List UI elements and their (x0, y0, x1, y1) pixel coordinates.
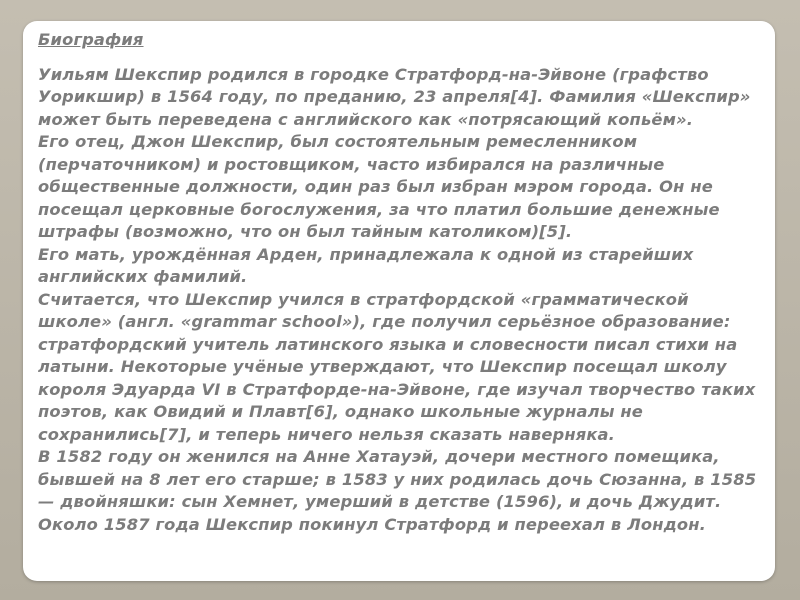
paragraph-father: Его отец, Джон Шекспир, был состоятельным ремесленником (перчаточником) и ростовщиком, часто избирался на различные общественные должности, один раз был избран мэром города. Он не посещал церковные богослужения, за что платил большие денежные штрафы (возможно, что он был тайным католиком)[5]. (38, 132, 720, 241)
biography-text (38, 29, 760, 536)
paragraph-education: Считается, что Шекспир учился в стратфордской «грамматической школе» (англ. «grammar school»), где получил серьёзное образование: стратфордский учитель латинского языка и словесности писал стихи на латыни. Некоторые учёные утверждают, что Шекспир посещал школу короля Эдуарда VI в Стратфорде-на-Эйвоне, где изучал творчество таких поэтов, как Овидий и Плавт[6], однако школьные журналы не сохранились[7], и теперь ничего нельзя сказать наверняка. (38, 289, 756, 444)
paragraph-mother: Его мать, урождённая Арден, принадлежала к одной из старейших английских фамилий. (38, 244, 694, 286)
paragraph-birth: Уильям Шекспир родился в городке Стратфорд-на-Эйвоне (графство Уорикшир) в 1564 году, по преданию, 23 апреля[4]. Фамилия «Шекспир» может быть переведена с английского как «потрясающий копьём». (38, 64, 751, 129)
paragraph-marriage: В 1582 году он женился на Анне Хатауэй, дочери местного помещика, бывшей на 8 лет его старше; в 1583 у них родилась дочь Сюзанна, в 1585 — двойняшки: сын Хемнет, умерший в детстве (1596), и дочь Джудит. Около 1587 года Шекспир покинул Стратфорд и переехал в Лондон. (38, 447, 757, 534)
section-heading: Биография (38, 30, 144, 49)
content-panel (23, 21, 775, 581)
